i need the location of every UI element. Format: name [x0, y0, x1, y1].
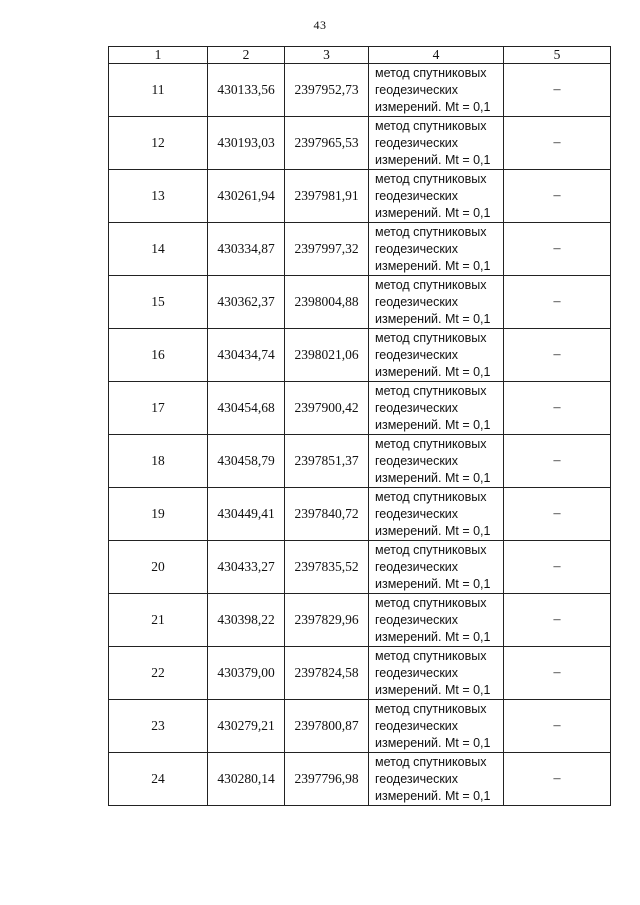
point-number-cell: 21 [109, 594, 208, 647]
method-cell [369, 753, 504, 806]
x-coordinate-cell: 430334,87 [208, 223, 285, 276]
point-number-cell: 17 [109, 382, 208, 435]
y-coordinate-cell: 2397952,73 [285, 64, 369, 117]
method-line: метод спутниковых [375, 542, 487, 557]
method-line: измерений. Mt = 0,1 [375, 364, 491, 379]
table-header-row [109, 47, 611, 64]
method-line: метод спутниковых [375, 754, 487, 769]
column-header: 4 [369, 47, 504, 64]
method-cell [369, 170, 504, 223]
method-line: геодезических [375, 453, 459, 468]
note-cell: – [504, 223, 611, 276]
method-line: измерений. Mt = 0,1 [375, 258, 491, 273]
point-number-cell: 13 [109, 170, 208, 223]
point-number-cell: 16 [109, 329, 208, 382]
y-coordinate-cell: 2397840,72 [285, 488, 369, 541]
method-cell [369, 329, 504, 382]
table-body [109, 64, 611, 806]
table-row [109, 700, 611, 753]
table-row [109, 594, 611, 647]
method-cell [369, 223, 504, 276]
method-line: геодезических [375, 135, 459, 150]
y-coordinate-cell: 2397997,32 [285, 223, 369, 276]
x-coordinate-cell: 430379,00 [208, 647, 285, 700]
note-cell: – [504, 170, 611, 223]
method-line: измерений. Mt = 0,1 [375, 576, 491, 591]
method-line: геодезических [375, 82, 459, 97]
point-number-cell: 15 [109, 276, 208, 329]
method-line: измерений. Mt = 0,1 [375, 152, 491, 167]
method-line: измерений. Mt = 0,1 [375, 311, 491, 326]
method-cell [369, 700, 504, 753]
x-coordinate-cell: 430193,03 [208, 117, 285, 170]
method-cell [369, 64, 504, 117]
y-coordinate-cell: 2397800,87 [285, 700, 369, 753]
method-line: метод спутниковых [375, 701, 487, 716]
note-cell: – [504, 276, 611, 329]
table-row [109, 541, 611, 594]
method-line: измерений. Mt = 0,1 [375, 523, 491, 538]
note-cell: – [504, 329, 611, 382]
note-cell: – [504, 117, 611, 170]
table-row [109, 170, 611, 223]
method-cell [369, 382, 504, 435]
y-coordinate-cell: 2397900,42 [285, 382, 369, 435]
table-row [109, 117, 611, 170]
method-line: геодезических [375, 559, 459, 574]
column-header: 2 [208, 47, 285, 64]
method-line: геодезических [375, 347, 459, 362]
method-line: геодезических [375, 612, 459, 627]
method-line: измерений. Mt = 0,1 [375, 629, 491, 644]
y-coordinate-cell: 2398004,88 [285, 276, 369, 329]
note-cell: – [504, 647, 611, 700]
y-coordinate-cell: 2397965,53 [285, 117, 369, 170]
x-coordinate-cell: 430362,37 [208, 276, 285, 329]
table-row [109, 64, 611, 117]
x-coordinate-cell: 430449,41 [208, 488, 285, 541]
method-cell [369, 276, 504, 329]
method-line: метод спутниковых [375, 118, 487, 133]
y-coordinate-cell: 2397829,96 [285, 594, 369, 647]
method-line: метод спутниковых [375, 595, 487, 610]
table-row [109, 276, 611, 329]
note-cell: – [504, 753, 611, 806]
x-coordinate-cell: 430434,74 [208, 329, 285, 382]
method-line: метод спутниковых [375, 648, 487, 663]
method-cell [369, 117, 504, 170]
note-cell: – [504, 64, 611, 117]
table-row [109, 488, 611, 541]
x-coordinate-cell: 430280,14 [208, 753, 285, 806]
x-coordinate-cell: 430433,27 [208, 541, 285, 594]
point-number-cell: 20 [109, 541, 208, 594]
method-line: измерений. Mt = 0,1 [375, 99, 491, 114]
method-line: измерений. Mt = 0,1 [375, 788, 491, 803]
y-coordinate-cell: 2397981,91 [285, 170, 369, 223]
point-number-cell: 12 [109, 117, 208, 170]
method-line: метод спутниковых [375, 330, 487, 345]
method-cell [369, 541, 504, 594]
note-cell: – [504, 382, 611, 435]
table-row [109, 329, 611, 382]
table-row [109, 382, 611, 435]
method-line: геодезических [375, 400, 459, 415]
point-number-cell: 24 [109, 753, 208, 806]
method-line: геодезических [375, 506, 459, 521]
method-line: метод спутниковых [375, 436, 487, 451]
method-cell [369, 647, 504, 700]
method-line: измерений. Mt = 0,1 [375, 682, 491, 697]
method-line: метод спутниковых [375, 489, 487, 504]
y-coordinate-cell: 2397835,52 [285, 541, 369, 594]
table-row [109, 223, 611, 276]
y-coordinate-cell: 2398021,06 [285, 329, 369, 382]
table-row [109, 435, 611, 488]
x-coordinate-cell: 430398,22 [208, 594, 285, 647]
note-cell: – [504, 488, 611, 541]
table-row [109, 647, 611, 700]
method-line: геодезических [375, 771, 459, 786]
x-coordinate-cell: 430261,94 [208, 170, 285, 223]
table-row [109, 753, 611, 806]
x-coordinate-cell: 430279,21 [208, 700, 285, 753]
method-line: метод спутниковых [375, 171, 487, 186]
method-cell [369, 488, 504, 541]
method-line: метод спутниковых [375, 383, 487, 398]
method-line: метод спутниковых [375, 277, 487, 292]
method-line: измерений. Mt = 0,1 [375, 735, 491, 750]
x-coordinate-cell: 430133,56 [208, 64, 285, 117]
method-line: геодезических [375, 665, 459, 680]
y-coordinate-cell: 2397796,98 [285, 753, 369, 806]
coordinates-table [108, 46, 611, 806]
note-cell: – [504, 541, 611, 594]
point-number-cell: 14 [109, 223, 208, 276]
column-header: 5 [504, 47, 611, 64]
method-cell [369, 594, 504, 647]
point-number-cell: 18 [109, 435, 208, 488]
note-cell: – [504, 700, 611, 753]
method-cell [369, 435, 504, 488]
point-number-cell: 23 [109, 700, 208, 753]
method-line: метод спутниковых [375, 224, 487, 239]
point-number-cell: 22 [109, 647, 208, 700]
page-number: 43 [313, 18, 327, 32]
method-line: измерений. Mt = 0,1 [375, 470, 491, 485]
method-line: измерений. Mt = 0,1 [375, 205, 491, 220]
column-header: 3 [285, 47, 369, 64]
method-line: метод спутниковых [375, 65, 487, 80]
method-line: геодезических [375, 718, 459, 733]
method-line: геодезических [375, 294, 459, 309]
note-cell: – [504, 594, 611, 647]
y-coordinate-cell: 2397851,37 [285, 435, 369, 488]
method-line: геодезических [375, 241, 459, 256]
column-header: 1 [109, 47, 208, 64]
method-line: измерений. Mt = 0,1 [375, 417, 491, 432]
x-coordinate-cell: 430458,79 [208, 435, 285, 488]
point-number-cell: 11 [109, 64, 208, 117]
note-cell: – [504, 435, 611, 488]
x-coordinate-cell: 430454,68 [208, 382, 285, 435]
point-number-cell: 19 [109, 488, 208, 541]
y-coordinate-cell: 2397824,58 [285, 647, 369, 700]
method-line: геодезических [375, 188, 459, 203]
